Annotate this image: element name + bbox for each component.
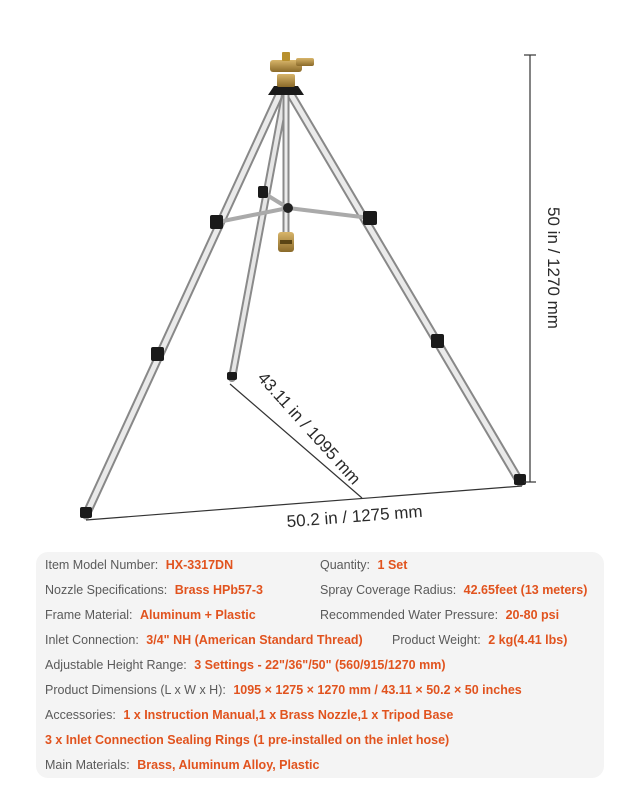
pressure-value: 20-80 psi <box>505 608 560 622</box>
spec-row-weight <box>392 633 567 647</box>
leg-clamps <box>80 186 526 518</box>
frame-label: Frame Material: <box>45 608 133 622</box>
radius-value: 42.65feet (13 meters) <box>463 583 588 597</box>
base-dimension <box>86 486 522 531</box>
materials-value: Brass, Aluminum Alloy, Plastic <box>137 758 320 772</box>
spec-row-dimensions <box>45 683 522 697</box>
inlet-value: 3/4" NH (American Standard Thread) <box>146 633 363 647</box>
spec-row-model <box>45 558 233 572</box>
dimensions-value: 1095 × 1275 × 1270 mm / 43.11 × 50.2 × 50 inches <box>233 683 522 697</box>
weight-label: Product Weight: <box>392 633 481 647</box>
spec-row-accessories <box>45 708 453 722</box>
spec-row-quantity <box>320 558 407 572</box>
tripod-legs <box>86 93 520 515</box>
height-range-value: 3 Settings - 22"/36"/50" (560/915/1270 mm) <box>194 658 446 672</box>
leg-dimension <box>230 368 364 498</box>
spec-row-pressure <box>320 608 559 622</box>
dimensions-label: Product Dimensions (L x W x H): <box>45 683 226 697</box>
model-label: Item Model Number: <box>45 558 159 572</box>
spec-row-accessories-continued <box>45 733 449 747</box>
accessories-label: Accessories: <box>45 708 116 722</box>
nozzle-value: Brass HPb57-3 <box>174 583 264 597</box>
base-dimension-label: 50.2 in / 1275 mm <box>286 501 424 532</box>
accessories-value-2: 3 x Inlet Connection Sealing Rings (1 pre-installed on the inlet hose) <box>45 733 450 747</box>
specifications-panel <box>36 552 604 778</box>
spec-row-height-range <box>45 658 446 672</box>
weight-value: 2 kg(4.41 lbs) <box>488 633 568 647</box>
spec-row-inlet <box>45 633 363 647</box>
spec-row-nozzle <box>45 583 263 597</box>
model-value: HX-3317DN <box>165 558 234 572</box>
spec-row-materials <box>45 758 319 772</box>
height-dimension <box>524 55 563 482</box>
radius-label: Spray Coverage Radius: <box>320 583 457 597</box>
inlet-fitting <box>278 232 294 252</box>
spec-row-radius <box>320 583 587 597</box>
quantity-value: 1 Set <box>377 558 408 572</box>
materials-label: Main Materials: <box>45 758 130 772</box>
inlet-label: Inlet Connection: <box>45 633 139 647</box>
quantity-label: Quantity: <box>320 558 371 572</box>
nozzle-label: Nozzle Specifications: <box>45 583 168 597</box>
sprinkler-head <box>268 52 314 95</box>
height-dimension-label: 50 in / 1270 mm <box>544 207 563 329</box>
pressure-label: Recommended Water Pressure: <box>320 608 499 622</box>
height-range-label: Adjustable Height Range: <box>45 658 187 672</box>
frame-value: Aluminum + Plastic <box>140 608 256 622</box>
spec-row-frame <box>45 608 256 622</box>
leg-dimension-label: 43.11 in / 1095 mm <box>253 368 365 489</box>
accessories-value-1: 1 x Instruction Manual,1 x Brass Nozzle,1 x Tripod Base <box>123 708 454 722</box>
